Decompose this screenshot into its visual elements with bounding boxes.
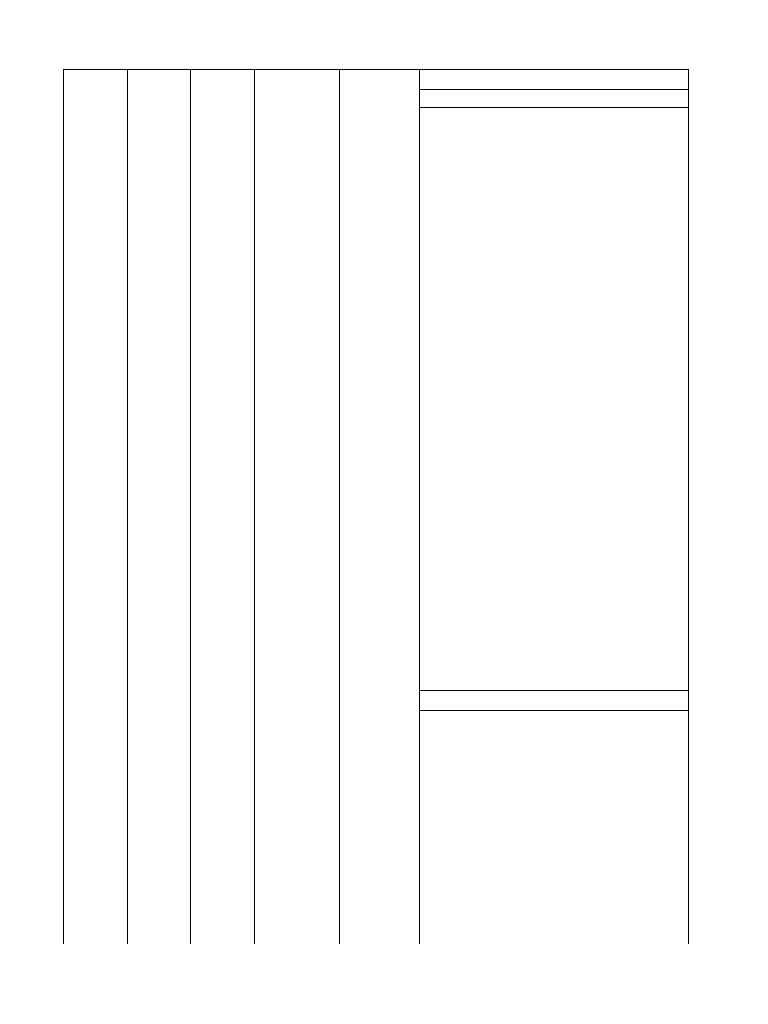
heading-border [419, 710, 689, 711]
column-divider [63, 69, 64, 944]
heading-border [419, 690, 689, 691]
column-divider [688, 69, 689, 944]
heading-border [419, 89, 689, 90]
column-divider [419, 69, 420, 944]
column-divider [339, 69, 340, 944]
heading-border [419, 107, 689, 108]
column-divider [127, 69, 128, 944]
column-divider [254, 69, 255, 944]
top-border [63, 69, 689, 70]
column-divider [190, 69, 191, 944]
